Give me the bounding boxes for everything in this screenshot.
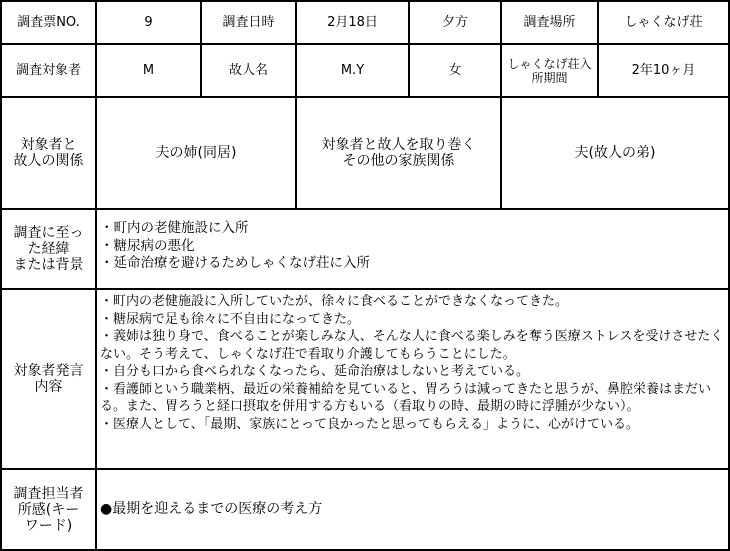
list-item: ・町内の老健施設に入所 [100,220,249,236]
list-item: ・糖尿病で足も徐々に不自由になってきた。 [100,311,361,327]
subject-label: 調査対象者 [0,43,97,98]
survey-no-value: 9 [95,0,202,45]
subject-value: M [95,43,202,98]
keyword-text: ●最期を迎えるまでの医療の考え方 [100,501,323,517]
survey-no-label: 調査票NO. [0,0,97,45]
datetime-label: 調査日時 [200,0,297,45]
list-item: ・義姉は独り身で、食べることが楽しみな人、そんな人に食べる楽しみを奪う医療ストレスを受けさせたくない。そう考えて、しゃくなげ荘で看取り介護してもらうことにした。 [100,329,724,362]
list-item: ・糖尿病の悪化 [100,237,195,254]
period-value: 2年10ヶ月 [597,43,730,98]
relation-value: 夫の姉(同居) [95,96,297,210]
date-value: 2月18日 [295,0,410,45]
place-value: しゃくなげ荘 [597,0,730,45]
family-value: 夫(故人の弟) [500,96,730,210]
list-item: ・町内の老健施設に入所していたが、徐々に食べることができなくなってきた。 [100,294,569,309]
list-item: ・看護師という職業柄、最近の栄養補給を見ていると、胃ろうは減ってきたと思うが、鼻腔栄養はまだいる。また、胃ろうと経口摂取を併用する方もいる（看取りの時、最期の時に浮腫が少ない）。 [100,381,712,414]
list-item: ・延命治療を避けるためしゃくなげ荘に入所 [100,255,370,271]
list-item: ・自分も口から食べられなくなったら、延命治療はしないと考えている。 [100,364,530,379]
deceased-value: M.Y [295,43,410,98]
statement-label: 対象者発言 内容 [0,288,97,470]
family-label: 対象者と故人を取り巻く その他の家族関係 [295,96,502,210]
background-content [95,208,730,290]
place-label: 調査場所 [500,0,599,45]
background-label: 調査に至っ た経緯 または背景 [0,208,97,290]
list-item: ・医療人として、「最期、家族にとって良かったと思ってもらえる」ように、心がけている。 [100,416,639,432]
period-label: しゃくなげ荘入 所期間 [500,43,599,98]
impression-label: 調査担当者 所感(キー ワード) [0,468,97,551]
deceased-label: 故人名 [200,43,297,98]
gender-value: 女 [408,43,502,98]
time-value: 夕方 [408,0,502,45]
relation-label: 対象者と 故人の関係 [0,96,97,210]
impression-content [95,468,730,551]
statement-content [95,288,730,470]
